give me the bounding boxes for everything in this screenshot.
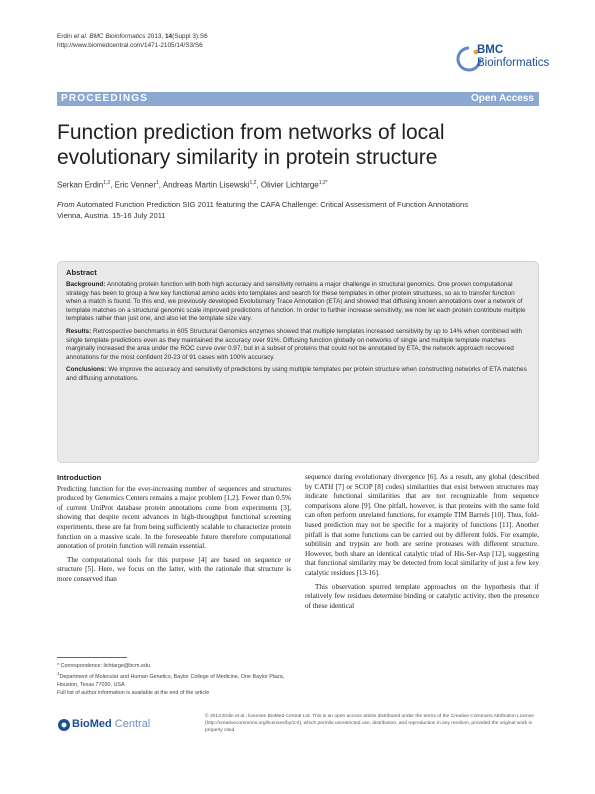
author[interactable]: Andreas Martin Lisewski bbox=[162, 180, 250, 190]
abstract-box bbox=[57, 261, 539, 463]
article-title: Function prediction from networks of local evolutionary similarity in protein structure bbox=[57, 121, 445, 169]
paragraph: sequence during evolutionary divergence [6]. As a result, any global (described by CATH [7] or SCOP [8] codes) similarities that exist between structures may indicate functional similarities that are not recognizable from sequence comparisons alone [9]. One pitfall, however, is that proteins with the same fold can often perform unrelated functions, for example TIM Barrels [10]. Thus, fold-based prediction may not be specific for a majority of functions [11]. Another pitfall is that some functions can be carried out by different folds. For example, subtilisin and trypsin are both are serine proteases with different structure. However, both share an identical catalytic triad of His-Ser-Asp [12], suggesting that functional similarity may be detected from local similarity of just a few key catalytic residues [13-16]. bbox=[305, 473, 539, 577]
paragraph: Predicting function for the ever-increasing number of sequences and structures produced by Genomics Centers remains a major problem [1,2]. Fewer than 0.5% of current UniProt database protein annotations come from experiments [3], showing that despite recent advances in high-throughput functional screening experiments, these are far from being sufficiently scalable to characterize protein function on a massive scale. In the foreseeable future therefore computational annotation of protein function will remain essential. bbox=[57, 484, 291, 551]
body-column-right bbox=[305, 473, 539, 615]
footnote-divider bbox=[57, 657, 127, 658]
biomed-logo-icon bbox=[57, 718, 71, 732]
abstract-heading: Abstract bbox=[66, 268, 97, 277]
article-url[interactable]: http://www.biomedcentral.com/1471-2105/14/S3/S6 bbox=[57, 42, 203, 49]
open-access-label: Open Access bbox=[471, 93, 534, 104]
author[interactable]: Serkan Erdin bbox=[57, 180, 104, 190]
affiliation: $^1$Department of Molecular and Human Genetics, Baylor College of Medicine, One Baylor Plaza, Houston, Texas 77030, USA bbox=[57, 671, 285, 688]
license-text: © 2013 Erdin et al.; licensee BioMed Central Ltd. This is an open access article distributed under the terms of the Creative Commons Attribution License (http://creativecommons.org/licenses/by/2.0), which permits unrestricted use, distribution, and reproduction in any medium, provided the original work is properly cited. bbox=[205, 714, 534, 734]
section-banner bbox=[57, 92, 539, 106]
bmc-bioinformatics-logo: BMC Bioinformatics bbox=[456, 42, 566, 78]
abstract-results: Results: Retrospective benchmarks in 605 Structural Genomics enzymes showed that multiple templates increased sensitivity by up to 14% when combined with single template predictions even as they maintained the accuracy over 91%. Diffusing function globally on networks of single and multiple template matches marginally increased the area under the ROC curve over 0.97, but in a subset of proteins that could not be annotated by ETA, the network approach recovered annotations for the most confident 20-23 of 91 cases with 100% accuracy. bbox=[66, 327, 523, 361]
footnotes bbox=[57, 662, 291, 697]
abstract-conclusions: Conclusions: We improve the accuracy and sensitivity of predictions by using multiple templates per protein structure when constructing networks of ETA matches and diffusing annotations. bbox=[66, 366, 527, 382]
author[interactable]: Eric Venner bbox=[114, 180, 157, 190]
author[interactable]: Olivier Lichtarge bbox=[260, 180, 319, 190]
section-heading: Introduction bbox=[57, 473, 102, 482]
abstract-background: Background: Annotating protein function with both high accuracy and sensitivity remains a major challenge in structural genomics. One proven computational strategy has been to group a few key functional amino acids into templates and search for these templates in other protein structures, so as to transfer function when a match is found. To this end, we previously developed Evolutionary Trace Annotation (ETA) and showed that diffusing known annotations over a network of template matches on a structural genomic scale improved predictions of function. In order to further increase sensitivity, we now let each protein contribute multiple templates rather than just one, and also let the template size vary. bbox=[66, 281, 526, 323]
biomed-central-logo: BioMed Central bbox=[57, 717, 177, 733]
article-type-label: PROCEEDINGS bbox=[61, 93, 149, 104]
paragraph: This observation spurred template approaches on the hypothesis that if relatively few residues determine binding or catalytic activity, then the presence of these identical bbox=[305, 582, 539, 610]
paragraph: The computational tools for this purpose [4] are based on sequence or structure [5]. Here, we focus on the latter, with the rationale that structure is more conserved than bbox=[57, 555, 291, 583]
correspondence[interactable]: * Correspondence: lichtarge@bcm.edu bbox=[57, 663, 150, 669]
author-info-note: Full list of author information is available at the end of the article bbox=[57, 689, 210, 696]
author-list: Serkan Erdin$^{1,2}$, Eric Venner$^1$, Andreas Martin Lisewski$^{1,2}$, Olivier Lichtarge$^{1,2*}$ bbox=[57, 180, 328, 190]
body-column-left bbox=[57, 473, 291, 589]
citation-header: Erdin et al. BMC Bioinformatics 2013, 14(Suppl 3):S6 http://www.biomedcentral.com/1471-2105/14/S3/S6 bbox=[57, 32, 387, 50]
conference-info: From Automated Function Prediction SIG 2011 featuring the CAFA Challenge: Critical Assessment of Function Annotations Vienna, Austria. 15-16 July 2011 bbox=[57, 200, 468, 220]
